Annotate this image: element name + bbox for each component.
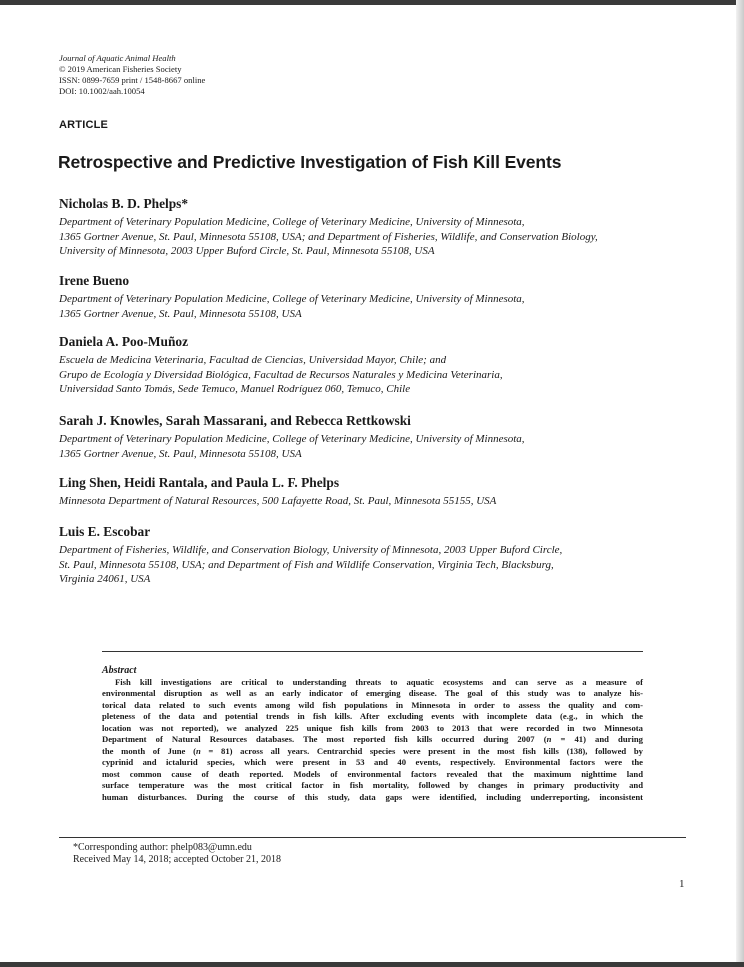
abstract-line: pleteness of the data and potential trends in fish kills. After excluding events with incomplete data (e.g., in which the <box>102 711 643 722</box>
viewer-bottom-bar <box>0 962 744 967</box>
author-names: Irene Bueno <box>59 273 130 288</box>
affiliation-line: University of Minnesota, 2003 Upper Buford Circle, St. Paul, Minnesota 55108, USA <box>59 245 435 258</box>
affiliation-line: 1365 Gortner Avenue, St. Paul, Minnesota 55108, USA; and Department of Fisheries, Wildlife, and Conservation Biology, <box>59 230 598 243</box>
abstract-line: torical data related to such events among wild fish populations in Minnesota in order to assess the quality and com- <box>102 699 643 710</box>
abstract-line: cyprinid and ictalurid species, which were present in 53 and 40 events, respectively. Environmental factors were the <box>102 757 643 768</box>
author-block-4 <box>59 413 525 461</box>
journal-doi: DOI: 10.1002/aah.10054 <box>59 86 145 96</box>
footnote-rule <box>59 837 686 838</box>
footnote <box>73 842 281 866</box>
abstract-line: location was not reported), we analyzed 225 unique fish kills from 2003 to 2013 that were recorded in two Minnesota <box>102 722 643 733</box>
affiliation-line: 1365 Gortner Avenue, St. Paul, Minnesota 55108, USA <box>59 307 302 320</box>
affiliation-line: Minnesota Department of Natural Resources, 500 Lafayette Road, St. Paul, Minnesota 55155, USA <box>59 495 497 507</box>
affiliation-line: Department of Veterinary Population Medicine, College of Veterinary Medicine, University of Minnesota, <box>59 216 525 228</box>
author-block-5 <box>59 475 496 509</box>
viewer-top-bar <box>0 0 744 5</box>
author-block-3 <box>59 334 503 397</box>
abstract-line: human disturbances. During the course of this study, data gaps were identified, including underreporting, inconsistent <box>102 791 643 802</box>
article-type-label: ARTICLE <box>59 119 109 131</box>
viewer-right-edge <box>736 0 744 967</box>
author-affiliation <box>59 215 598 259</box>
affiliation-line: Grupo de Ecología y Diversidad Biológica, Facultad de Recursos Naturales y Medicina Veterinaria, <box>59 368 503 381</box>
abstract-line: Fish kill investigations are critical to understanding threats to aquatic ecosystems and can serve as a measure of <box>115 677 643 687</box>
author-names: Sarah J. Knowles, Sarah Massarani, and Rebecca Rettkowski <box>59 413 411 428</box>
affiliation-line: 1365 Gortner Avenue, St. Paul, Minnesota 55108, USA <box>59 447 302 460</box>
abstract-body <box>102 677 643 803</box>
abstract-section <box>102 651 643 803</box>
author-names: Luis E. Escobar <box>59 524 151 539</box>
affiliation-line: Escuela de Medicina Veterinaria, Facultad de Ciencias, Universidad Mayor, Chile; and <box>59 354 447 366</box>
author-affiliation <box>59 292 525 321</box>
author-affiliation <box>59 494 496 509</box>
author-affiliation <box>59 432 525 461</box>
affiliation-line: Virginia 24061, USA <box>59 573 151 586</box>
abstract-line: the month of June (n = 81) across all years. Centrarchid species were present in the most fish kills (138), followed by <box>102 745 643 756</box>
author-block-6 <box>59 524 562 587</box>
author-affiliation <box>59 543 562 587</box>
affiliation-line: St. Paul, Minnesota 55108, USA; and Department of Fish and Wildlife Conservation, Virginia Tech, Blacksburg, <box>59 558 554 571</box>
author-block-2 <box>59 273 525 321</box>
page-number: 1 <box>679 878 685 890</box>
abstract-heading: Abstract <box>102 665 137 676</box>
corresponding-author: *Corresponding author: phelp083@umn.edu <box>73 842 252 853</box>
affiliation-line: Department of Veterinary Population Medicine, College of Veterinary Medicine, University of Minnesota, <box>59 433 525 445</box>
abstract-line: Department of Natural Resources databases. The most reported fish kills occurred during 2007 (n = 41) and during <box>102 734 643 745</box>
abstract-top-rule <box>102 651 643 652</box>
author-names: Ling Shen, Heidi Rantala, and Paula L. F. Phelps <box>59 475 340 490</box>
journal-info <box>59 53 205 97</box>
paper-title: Retrospective and Predictive Investigation of Fish Kill Events <box>58 152 562 172</box>
author-names: Nicholas B. D. Phelps* <box>59 196 189 211</box>
affiliation-line: Department of Veterinary Population Medicine, College of Veterinary Medicine, University of Minnesota, <box>59 293 525 305</box>
abstract-line: environmental disruption as well as an early indicator of emerging disease. The goal of this study was to analyze his- <box>102 688 643 699</box>
affiliation-line: Department of Fisheries, Wildlife, and Conservation Biology, University of Minnesota, 2003 Upper Buford Circle, <box>59 544 563 556</box>
affiliation-line: Universidad Santo Tomás, Sede Temuco, Manuel Rodríguez 060, Temuco, Chile <box>59 383 411 396</box>
journal-issn: ISSN: 0899-7659 print / 1548-8667 online <box>59 75 206 85</box>
author-names: Daniela A. Poo-Muñoz <box>59 334 189 349</box>
journal-name: Journal of Aquatic Animal Health <box>59 53 176 63</box>
journal-copyright: © 2019 American Fisheries Society <box>59 64 182 74</box>
author-block-1 <box>59 196 598 259</box>
author-affiliation <box>59 353 503 397</box>
abstract-line: surface temperature was the most critical factor in fish mortality, followed by changes in primary productivity and <box>102 780 643 791</box>
received-dates: Received May 14, 2018; accepted October 21, 2018 <box>73 854 281 865</box>
abstract-line: most common cause of death reported. Models of environmental factors revealed that the maximum nighttime land <box>102 768 643 779</box>
